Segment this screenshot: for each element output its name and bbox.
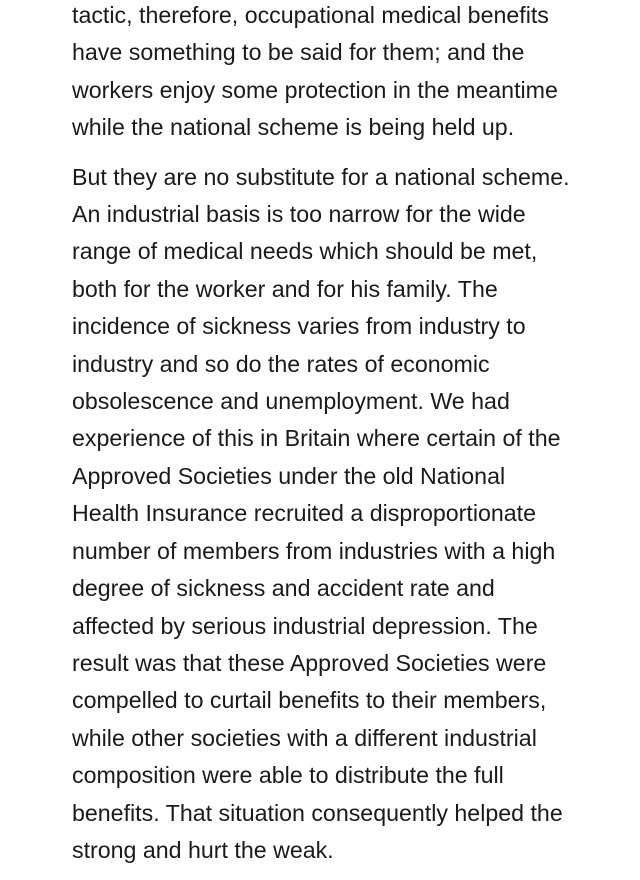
text-line: range of medical needs which should be met, <box>72 238 538 265</box>
text-line: strong and hurt the weak. <box>72 836 334 863</box>
text-line: result was that these Approved Societies were <box>72 649 547 676</box>
text-line: both for the worker and for his family. The <box>72 275 498 302</box>
text-line: have something to be said for them; and the <box>72 39 525 66</box>
text-line: workers enjoy some protection in the meantime <box>72 76 558 103</box>
text-line: An industrial basis is too narrow for the wide <box>72 201 526 228</box>
text-line: benefits. That situation consequently helped the <box>72 799 563 826</box>
text-line: incidence of sickness varies from industry to <box>72 313 526 340</box>
text-line: experience of this in Britain where certain of the <box>72 425 561 452</box>
text-line: affected by serious industrial depression. The <box>72 612 538 639</box>
paragraph-2 <box>72 159 632 870</box>
text-line: industry and so do the rates of economic <box>72 350 490 377</box>
text-line: compelled to curtail benefits to their members, <box>72 687 547 714</box>
text-line: obsolescence and unemployment. We had <box>72 388 510 415</box>
document-page <box>72 0 632 869</box>
text-line: degree of sickness and accident rate and <box>72 575 495 602</box>
text-line: number of members from industries with a high <box>72 537 556 564</box>
text-line: while the national scheme is being held up. <box>72 114 515 141</box>
text-line: Approved Societies under the old National <box>72 462 506 489</box>
text-line: while other societies with a different industrial <box>72 724 537 751</box>
paragraph-1 <box>72 0 632 147</box>
text-line: Health Insurance recruited a disproportionate <box>72 500 537 527</box>
text-line: composition were able to distribute the full <box>72 762 504 789</box>
text-line: tactic, therefore, occupational medical benefits <box>72 2 549 28</box>
text-line: But they are no substitute for a national scheme. <box>72 163 570 190</box>
